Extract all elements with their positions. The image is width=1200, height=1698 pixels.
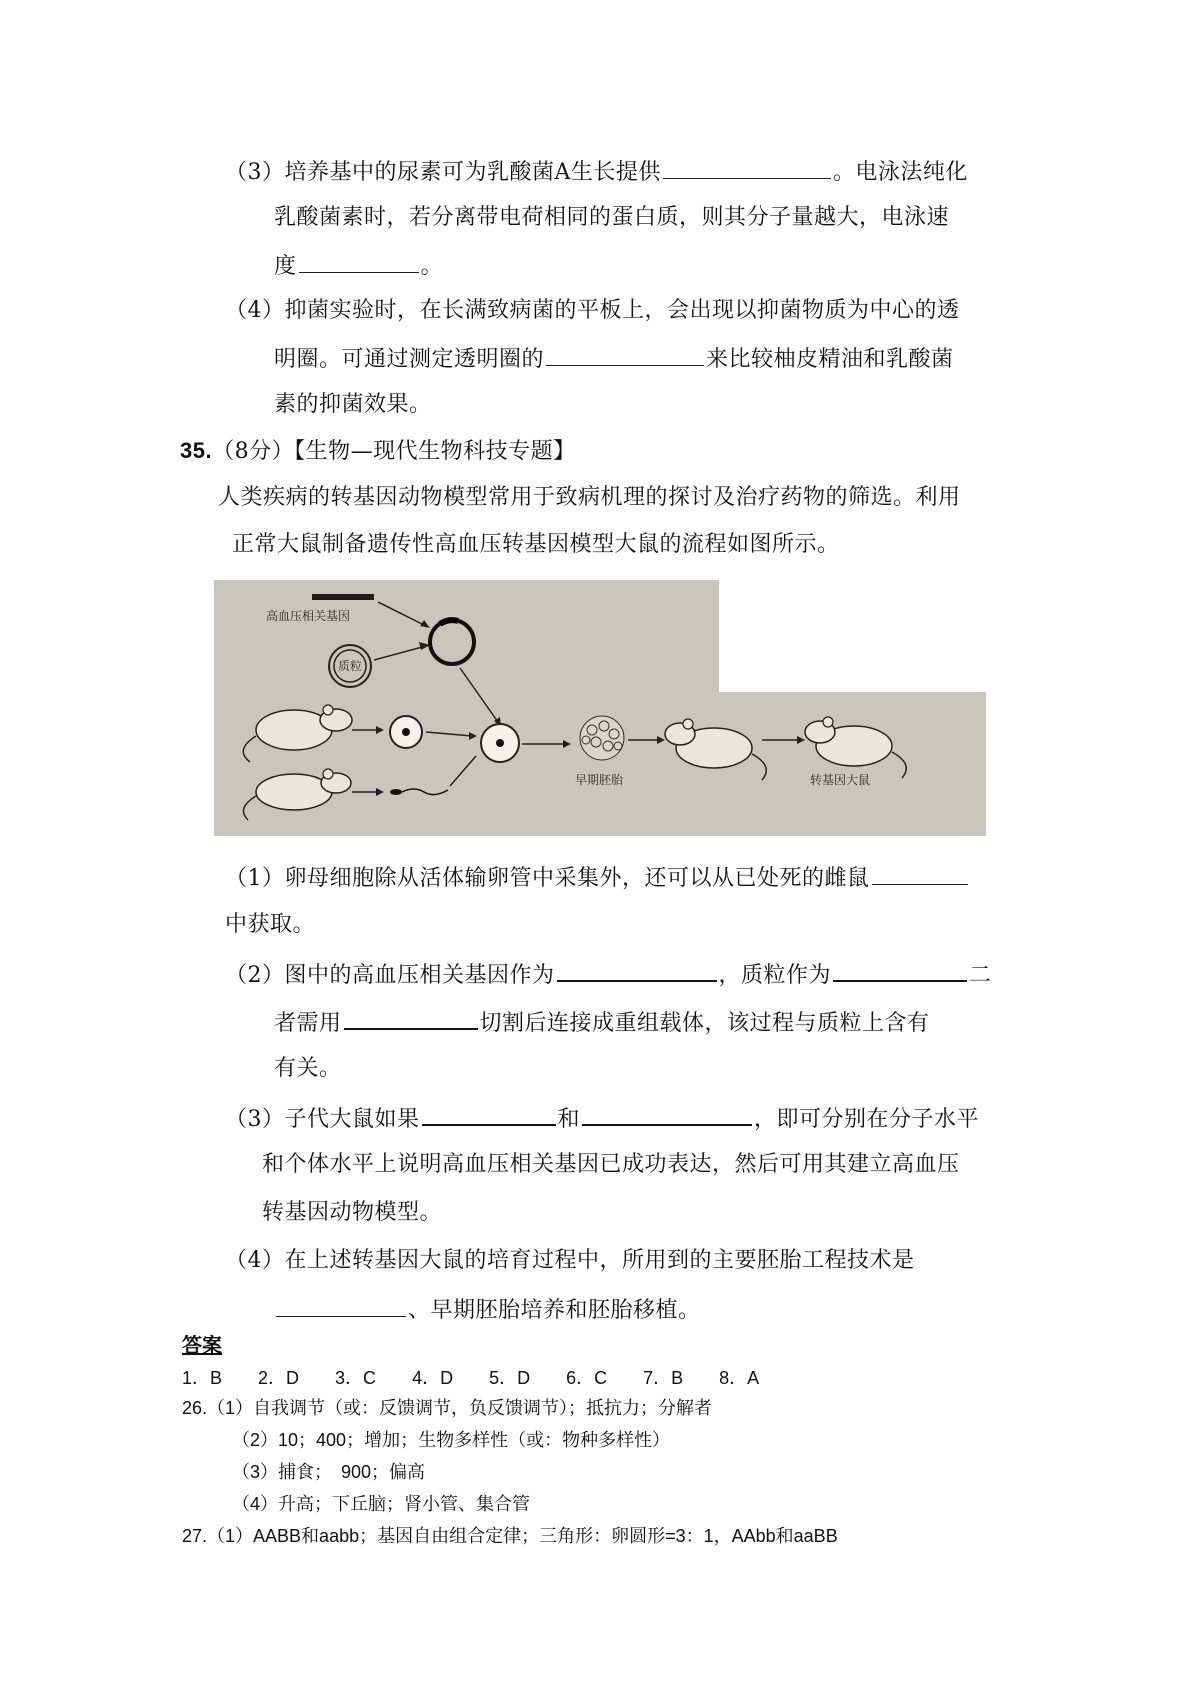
answer-blank[interactable] [557, 958, 717, 982]
answers-title: 答案 [182, 1335, 222, 1357]
transgenic-label: 转基因大鼠 [810, 773, 871, 787]
text: 和 [557, 1107, 581, 1132]
text: ，质粒作为 [718, 963, 832, 988]
text: 乳酸菌素时，若分离带电荷相同的蛋白质，则其分子量越大，电泳速 [274, 205, 950, 230]
text: 切割后连接成重组载体，该过程与质粒上含有 [479, 1011, 930, 1036]
text: 正常大鼠制备遗传性高血压转基因模型大鼠的流程如图所示。 [232, 532, 840, 557]
q34-part4-line1 [225, 296, 960, 326]
text: （4）抑菌实验时，在长满致病菌的平板上，会出现以抑菌物质为中心的透 [225, 298, 960, 323]
figure-blank-area [719, 580, 986, 692]
text: 、早期胚胎培养和胚胎移植。 [408, 1298, 701, 1323]
answer-26-3: （3）捕食； 900；偏高 [232, 1462, 426, 1482]
answer-27-1: 27.（1）AABB和aabb；基因自由组合定律；三角形：卵圆形=3：1，AAbb和aaBB [182, 1526, 838, 1546]
q35-intro-line1 [218, 483, 961, 513]
answer-blank[interactable] [872, 862, 968, 885]
text: 。 [420, 254, 444, 279]
question-number: 35. [180, 438, 213, 463]
transgenic-rat-flow-figure [214, 580, 986, 836]
text: （4）在上述转基因大鼠的培育过程中，所用到的主要胚胎工程技术是 [225, 1248, 915, 1273]
gene-bar-icon [312, 594, 374, 600]
q35-part1-line2 [225, 910, 315, 940]
q35-part3-line1 [225, 1102, 979, 1135]
text: 人类疾病的转基因动物模型常用于致病机理的探讨及治疗药物的筛选。利用 [218, 485, 961, 510]
q35-part1-line1 [225, 862, 970, 894]
text: （2）图中的高血压相关基因作为 [225, 963, 555, 988]
question-title: （8分）【生物—现代生物科技专题】 [212, 439, 576, 464]
text: 者需用 [274, 1011, 342, 1036]
gene-label: 高血压相关基因 [266, 609, 351, 623]
q34-part3-line2 [274, 203, 949, 233]
q35-part2-line3 [274, 1054, 342, 1084]
answer-blank[interactable] [833, 958, 967, 982]
mc-answer: 8．A [719, 1368, 760, 1388]
q35-intro-line2 [232, 530, 840, 560]
mc-answer: 3．C [335, 1368, 377, 1388]
text: 度 [274, 254, 297, 279]
mc-answer: 4．D [412, 1368, 454, 1388]
q34-part3-line1 [225, 156, 968, 188]
q35-part4-line1 [225, 1246, 915, 1276]
mc-answer: 6．C [566, 1368, 608, 1388]
answer-blank[interactable] [546, 343, 704, 366]
text: （1）卵母细胞除从活体输卵管中采集外，还可以从已处死的雌鼠 [225, 866, 870, 891]
q35-header [180, 436, 576, 467]
text: 素的抑菌效果。 [274, 392, 432, 417]
q34-part3-line3 [274, 250, 443, 282]
text: 转基因动物模型。 [262, 1200, 443, 1225]
text: （3）培养基中的尿素可为乳酸菌A生长提供 [225, 160, 661, 185]
answer-26-2: （2）10；400；增加；生物多样性（或：物种多样性） [232, 1430, 671, 1450]
answer-blank[interactable] [663, 156, 831, 179]
embryo-label: 早期胚胎 [575, 773, 624, 787]
mc-answer: 5．D [489, 1368, 531, 1388]
figure-svg [214, 580, 986, 836]
q34-part4-line2 [274, 343, 954, 375]
answer-blank[interactable] [422, 1102, 556, 1126]
plasmid-label: 质粒 [338, 659, 363, 673]
text: 和个体水平上说明高血压相关基因已成功表达，然后可用其建立高血压 [262, 1152, 960, 1177]
q35-part2-line1 [225, 958, 992, 991]
text: 明圈。可通过测定透明圈的 [274, 347, 545, 372]
q35-part3-line2 [262, 1150, 960, 1180]
q34-part4-line3 [274, 390, 432, 420]
answer-blank[interactable] [299, 250, 419, 273]
mc-answer: 7．B [643, 1368, 684, 1388]
text: （3）子代大鼠如果 [225, 1107, 420, 1132]
mc-answer: 2．D [258, 1368, 300, 1388]
answer-blank[interactable] [276, 1294, 406, 1317]
early-embryo-icon [580, 716, 624, 760]
answer-blank[interactable] [344, 1006, 478, 1030]
mc-answer: 1．B [182, 1368, 223, 1388]
text: 。电泳法纯化 [832, 160, 968, 185]
text: ，即可分别在分子水平 [754, 1107, 980, 1132]
answer-26-4: （4）升高；下丘脑；肾小管、集合管 [232, 1494, 531, 1514]
text: 二 [969, 963, 992, 988]
multiple-choice-answers [182, 1366, 795, 1390]
answer-blank[interactable] [582, 1102, 752, 1126]
text: 中获取。 [225, 912, 316, 937]
q35-part4-line2 [274, 1294, 701, 1326]
answer-26-1: 26.（1）自我调节（或：反馈调节，负反馈调节）；抵抗力；分解者 [182, 1398, 713, 1418]
q35-part3-line3 [262, 1198, 442, 1228]
text: 有关。 [274, 1056, 342, 1081]
text: 来比较柚皮精油和乳酸菌 [706, 347, 954, 372]
q35-part2-line2 [274, 1006, 930, 1039]
